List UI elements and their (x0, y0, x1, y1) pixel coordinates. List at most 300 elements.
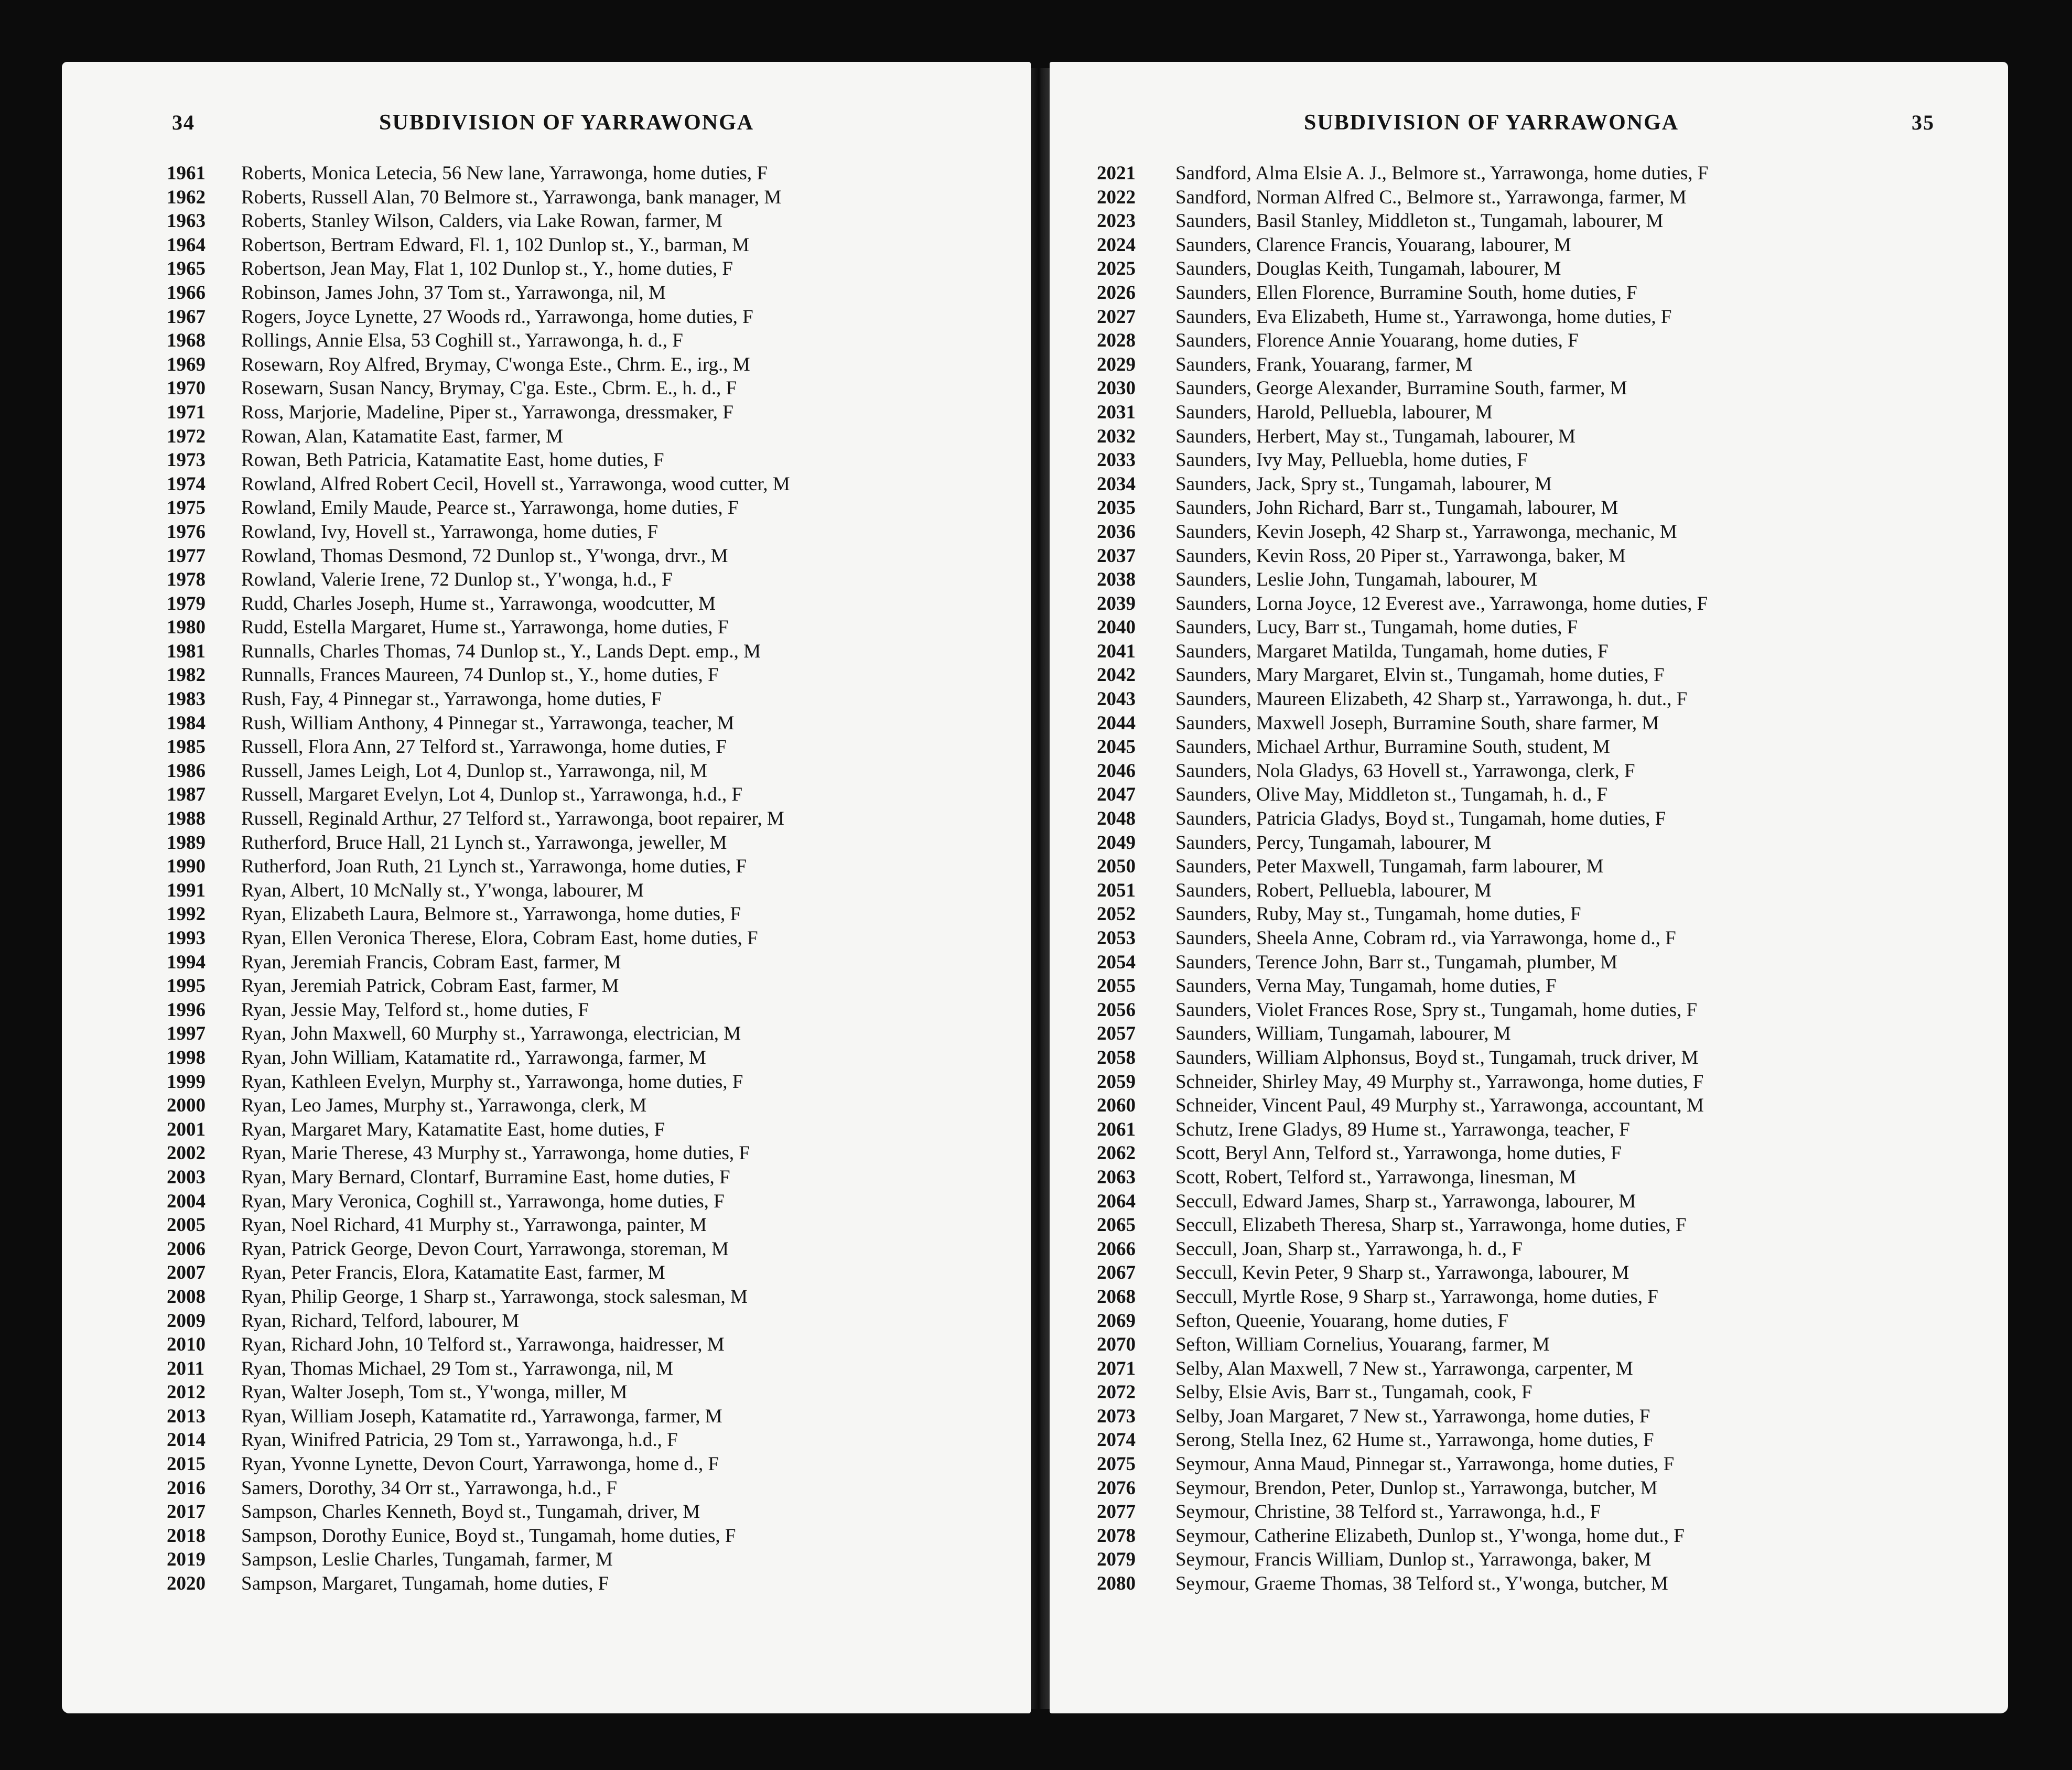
entry-text: Saunders, Violet Frances Rose, Spry st., Tungamah, home duties, F (1175, 999, 1698, 1021)
entry-number: 2070 (1097, 1334, 1136, 1356)
entry-text: Ryan, Kathleen Evelyn, Murphy st., Yarrawonga, home duties, F (241, 1071, 743, 1093)
entry-text: Samers, Dorothy, 34 Orr st., Yarrawonga, h.d., F (241, 1477, 617, 1499)
elector-entry (167, 831, 1027, 855)
entry-text: Saunders, Maureen Elizabeth, 42 Sharp st., Yarrawonga, h. dut., F (1175, 688, 1688, 710)
entry-number: 1962 (167, 186, 206, 208)
entry-number: 2057 (1097, 1023, 1136, 1045)
elector-entry (1097, 1022, 1999, 1046)
entry-text: Seymour, Christine, 38 Telford st., Yarrawonga, h.d., F (1175, 1501, 1601, 1523)
entry-text: Ryan, Walter Joseph, Tom st., Y'wonga, miller, M (241, 1382, 628, 1404)
entry-text: Saunders, Terence John, Barr st., Tungamah, plumber, M (1175, 951, 1618, 973)
entry-text: Saunders, William, Tungamah, labourer, M (1175, 1023, 1511, 1045)
entry-text: Saunders, Mary Margaret, Elvin st., Tungamah, home duties, F (1175, 664, 1665, 686)
elector-entry (1097, 209, 1999, 233)
entry-number: 1972 (167, 425, 206, 447)
elector-entry (1097, 592, 1999, 616)
entry-number: 2054 (1097, 951, 1136, 973)
entry-text: Rowland, Valerie Irene, 72 Dunlop st., Y'wonga, h.d., F (241, 569, 673, 591)
elector-entry (167, 186, 1027, 210)
elector-entry (167, 807, 1027, 831)
elector-entry (167, 663, 1027, 687)
entry-number: 1968 (167, 330, 206, 352)
elector-entry (167, 520, 1027, 544)
entry-text: Saunders, Douglas Keith, Tungamah, labourer, M (1175, 258, 1561, 280)
entry-text: Russell, Margaret Evelyn, Lot 4, Dunlop st., Yarrawonga, h.d., F (241, 784, 743, 806)
entry-number: 1991 (167, 879, 206, 901)
entry-number: 1969 (167, 353, 206, 375)
page-header (62, 110, 1031, 147)
entry-number: 2008 (167, 1286, 206, 1308)
entry-text: Seymour, Graeme Thomas, 38 Telford st., Y'wonga, butcher, M (1175, 1573, 1668, 1595)
elector-entry (1097, 305, 1999, 329)
elector-entry (1097, 879, 1999, 903)
entry-number: 2046 (1097, 760, 1136, 782)
elector-entry (1097, 1548, 1999, 1572)
elector-entry (1097, 1452, 1999, 1476)
elector-entry (1097, 496, 1999, 520)
entry-text: Saunders, Ruby, May st., Tungamah, home duties, F (1175, 903, 1581, 925)
entry-text: Saunders, Kevin Joseph, 42 Sharp st., Yarrawonga, mechanic, M (1175, 521, 1677, 543)
elector-entry (167, 305, 1027, 329)
entry-text: Sampson, Dorothy Eunice, Boyd st., Tungamah, home duties, F (241, 1525, 736, 1547)
elector-entry (167, 1548, 1027, 1572)
entry-text: Ryan, Patrick George, Devon Court, Yarrawonga, storeman, M (241, 1238, 729, 1260)
entry-text: Rosewarn, Roy Alfred, Brymay, C'wonga Este., Chrm. E., irg., M (241, 353, 750, 375)
entry-number: 1985 (167, 736, 206, 758)
entry-text: Roberts, Stanley Wilson, Calders, via Lake Rowan, farmer, M (241, 210, 723, 232)
entry-number: 1975 (167, 497, 206, 519)
entry-number: 2032 (1097, 425, 1136, 447)
entry-number: 2058 (1097, 1046, 1136, 1069)
entry-number: 2024 (1097, 234, 1136, 256)
left-page (62, 62, 1031, 1713)
elector-entry (1097, 1572, 1999, 1596)
entry-number: 1997 (167, 1023, 206, 1045)
entry-text: Rowland, Ivy, Hovell st., Yarrawonga, home duties, F (241, 521, 659, 543)
entry-number: 2010 (167, 1334, 206, 1356)
entry-text: Russell, Reginald Arthur, 27 Telford st., Yarrawonga, boot repairer, M (241, 808, 784, 830)
elector-entry (1097, 544, 1999, 568)
elector-entry (1097, 663, 1999, 687)
entry-number: 1998 (167, 1046, 206, 1069)
elector-entry (1097, 1070, 1999, 1094)
entry-number: 2022 (1097, 186, 1136, 208)
entry-number: 1986 (167, 760, 206, 782)
entry-number: 2073 (1097, 1405, 1136, 1427)
elector-entry (167, 329, 1027, 353)
elector-entry (167, 401, 1027, 425)
elector-entry (167, 544, 1027, 568)
entry-text: Saunders, Ellen Florence, Burramine South, home duties, F (1175, 282, 1637, 304)
entry-text: Saunders, Lucy, Barr st., Tungamah, home duties, F (1175, 617, 1578, 639)
entry-text: Ryan, Yvonne Lynette, Devon Court, Yarrawonga, home d., F (241, 1453, 719, 1475)
entry-number: 2020 (167, 1573, 206, 1595)
entry-text: Sampson, Leslie Charles, Tungamah, farmer, M (241, 1549, 613, 1571)
elector-entry (167, 1333, 1027, 1357)
entry-text: Ryan, Margaret Mary, Katamatite East, home duties, F (241, 1118, 665, 1140)
entry-text: Saunders, Eva Elizabeth, Hume st., Yarrawonga, home duties, F (1175, 306, 1672, 328)
elector-entry (1097, 616, 1999, 640)
entry-text: Ryan, Marie Therese, 43 Murphy st., Yarrawonga, home duties, F (241, 1142, 750, 1164)
elector-entry (167, 1094, 1027, 1118)
entry-number: 1973 (167, 449, 206, 471)
entry-text: Ryan, Mary Veronica, Coghill st., Yarrawonga, home duties, F (241, 1190, 725, 1212)
elector-entry (1097, 855, 1999, 879)
entry-text: Ryan, Leo James, Murphy st., Yarrawonga, clerk, M (241, 1095, 647, 1117)
entry-text: Runnalls, Charles Thomas, 74 Dunlop st., Y., Lands Dept. emp., M (241, 640, 761, 662)
entry-number: 1984 (167, 712, 206, 734)
entry-text: Schutz, Irene Gladys, 89 Hume st., Yarrawonga, teacher, F (1175, 1118, 1630, 1140)
elector-entry (167, 1357, 1027, 1381)
elector-entry (1097, 687, 1999, 711)
entry-number: 2003 (167, 1166, 206, 1188)
entry-text: Sampson, Charles Kenneth, Boyd st., Tungamah, driver, M (241, 1501, 700, 1523)
entry-text: Ryan, William Joseph, Katamatite rd., Yarrawonga, farmer, M (241, 1405, 722, 1427)
entry-number: 2037 (1097, 545, 1136, 567)
entry-number: 2031 (1097, 401, 1136, 423)
entry-text: Seccull, Edward James, Sharp st., Yarrawonga, labourer, M (1175, 1190, 1636, 1212)
entry-text: Rush, Fay, 4 Pinnegar st., Yarrawonga, home duties, F (241, 688, 662, 710)
entry-text: Ryan, Mary Bernard, Clontarf, Burramine East, home duties, F (241, 1166, 730, 1188)
entry-text: Rutherford, Joan Ruth, 21 Lynch st., Yarrawonga, home duties, F (241, 856, 747, 878)
entry-text: Saunders, Verna May, Tungamah, home duties, F (1175, 975, 1557, 997)
entry-text: Scott, Beryl Ann, Telford st., Yarrawonga, home duties, F (1175, 1142, 1622, 1164)
entry-number: 2074 (1097, 1429, 1136, 1451)
elector-entry (167, 281, 1027, 305)
elector-entry (1097, 1428, 1999, 1452)
entry-number: 2028 (1097, 330, 1136, 352)
entry-number: 1963 (167, 210, 206, 232)
entry-number: 2053 (1097, 927, 1136, 949)
entry-number: 2056 (1097, 999, 1136, 1021)
elector-entry (1097, 759, 1999, 783)
entry-number: 2011 (167, 1357, 204, 1379)
entry-number: 2039 (1097, 592, 1136, 614)
elector-entry (167, 1213, 1027, 1237)
elector-entry (1097, 353, 1999, 377)
entry-number: 2006 (167, 1238, 206, 1260)
entry-text: Seymour, Anna Maud, Pinnegar st., Yarrawonga, home duties, F (1175, 1453, 1675, 1475)
entry-number: 1992 (167, 903, 206, 925)
elector-entry (1097, 951, 1999, 975)
elector-entry (167, 759, 1027, 783)
entry-number: 2062 (1097, 1142, 1136, 1164)
entry-number: 2047 (1097, 784, 1136, 806)
elector-entry (167, 998, 1027, 1022)
entry-text: Saunders, Olive May, Middleton st., Tungamah, h. d., F (1175, 784, 1607, 806)
entry-number: 2078 (1097, 1525, 1136, 1547)
entry-text: Ryan, John Maxwell, 60 Murphy st., Yarrawonga, electrician, M (241, 1023, 741, 1045)
elector-entry (1097, 161, 1999, 186)
elector-entry (1097, 281, 1999, 305)
elector-entry (167, 640, 1027, 664)
elector-entry (1097, 1357, 1999, 1381)
entry-number: 2001 (167, 1118, 206, 1140)
elector-entry (167, 1476, 1027, 1501)
entry-number: 2055 (1097, 975, 1136, 997)
entry-number: 2018 (167, 1525, 206, 1547)
elector-list (1097, 161, 1999, 1596)
entry-number: 1970 (167, 377, 206, 400)
elector-entry (167, 1285, 1027, 1309)
entry-number: 1989 (167, 832, 206, 854)
entry-text: Ryan, Noel Richard, 41 Murphy st., Yarrawonga, painter, M (241, 1214, 707, 1236)
entry-number: 2052 (1097, 903, 1136, 925)
entry-text: Russell, Flora Ann, 27 Telford st., Yarrawonga, home duties, F (241, 736, 727, 758)
entry-text: Seymour, Brendon, Peter, Dunlop st., Yarrawonga, butcher, M (1175, 1477, 1658, 1499)
elector-entry (167, 1190, 1027, 1214)
entry-text: Rowan, Alan, Katamatite East, farmer, M (241, 425, 563, 447)
entry-text: Saunders, William Alphonsus, Boyd st., Tungamah, truck driver, M (1175, 1046, 1699, 1069)
elector-entry (1097, 926, 1999, 951)
entry-text: Sampson, Margaret, Tungamah, home duties, F (241, 1573, 609, 1595)
entry-text: Rush, William Anthony, 4 Pinnegar st., Yarrawonga, teacher, M (241, 712, 735, 734)
entry-text: Runnalls, Frances Maureen, 74 Dunlop st., Y., home duties, F (241, 664, 719, 686)
entry-number: 2069 (1097, 1310, 1136, 1332)
entry-text: Rowland, Thomas Desmond, 72 Dunlop st., Y'wonga, drvr., M (241, 545, 728, 567)
entry-text: Sandford, Alma Elsie A. J., Belmore st., Yarrawonga, home duties, F (1175, 163, 1709, 184)
elector-entry (1097, 1380, 1999, 1405)
entry-number: 2016 (167, 1477, 206, 1499)
elector-entry (167, 951, 1027, 975)
entry-number: 1978 (167, 569, 206, 591)
entry-text: Ryan, Richard John, 10 Telford st., Yarrawonga, haidresser, M (241, 1334, 725, 1356)
entry-text: Saunders, Ivy May, Pelluebla, home duties, F (1175, 449, 1528, 471)
entry-number: 2075 (1097, 1453, 1136, 1475)
elector-entry (167, 1022, 1027, 1046)
entry-number: 1981 (167, 640, 206, 662)
elector-entry (1097, 1285, 1999, 1309)
entry-text: Saunders, Herbert, May st., Tungamah, labourer, M (1175, 425, 1576, 447)
elector-entry (1097, 1094, 1999, 1118)
entry-text: Ryan, Jeremiah Francis, Cobram East, farmer, M (241, 951, 621, 973)
entry-number: 2015 (167, 1453, 206, 1475)
elector-entry (1097, 520, 1999, 544)
elector-entry (167, 1046, 1027, 1070)
entry-number: 2061 (1097, 1118, 1136, 1140)
entry-text: Ryan, Jeremiah Patrick, Cobram East, farmer, M (241, 975, 619, 997)
elector-entry (1097, 711, 1999, 736)
elector-entry (167, 1118, 1027, 1142)
entry-number: 2050 (1097, 856, 1136, 878)
elector-entry (167, 1141, 1027, 1165)
entry-text: Ryan, Philip George, 1 Sharp st., Yarrawonga, stock salesman, M (241, 1286, 748, 1308)
entry-number: 2038 (1097, 569, 1136, 591)
entry-number: 2072 (1097, 1382, 1136, 1404)
entry-text: Saunders, Michael Arthur, Burramine South, student, M (1175, 736, 1610, 758)
entry-number: 2034 (1097, 473, 1136, 495)
entry-text: Robinson, James John, 37 Tom st., Yarrawonga, nil, M (241, 282, 666, 304)
entry-text: Seymour, Catherine Elizabeth, Dunlop st., Y'wonga, home dut., F (1175, 1525, 1685, 1547)
entry-number: 2077 (1097, 1501, 1136, 1523)
entry-text: Seccull, Myrtle Rose, 9 Sharp st., Yarrawonga, home duties, F (1175, 1286, 1658, 1308)
entry-text: Ryan, Peter Francis, Elora, Katamatite East, farmer, M (241, 1262, 665, 1284)
entry-number: 1990 (167, 856, 206, 878)
elector-entry (1097, 425, 1999, 449)
elector-entry (167, 855, 1027, 879)
elector-entry (167, 1070, 1027, 1094)
entry-text: Saunders, Peter Maxwell, Tungamah, farm labourer, M (1175, 856, 1604, 878)
entry-number: 2067 (1097, 1262, 1136, 1284)
entry-text: Saunders, Lorna Joyce, 12 Everest ave., Yarrawonga, home duties, F (1175, 592, 1708, 614)
entry-text: Seccull, Kevin Peter, 9 Sharp st., Yarrawonga, labourer, M (1175, 1262, 1629, 1284)
entry-text: Seymour, Francis William, Dunlop st., Yarrawonga, baker, M (1175, 1549, 1652, 1571)
entry-text: Saunders, John Richard, Barr st., Tungamah, labourer, M (1175, 497, 1618, 519)
elector-entry (1097, 568, 1999, 592)
entry-text: Sandford, Norman Alfred C., Belmore st., Yarrawonga, farmer, M (1175, 186, 1687, 208)
elector-list (167, 161, 1027, 1596)
entry-number: 2064 (1097, 1190, 1136, 1212)
entry-text: Saunders, Basil Stanley, Middleton st., Tungamah, labourer, M (1175, 210, 1664, 232)
entry-text: Saunders, Nola Gladys, 63 Hovell st., Yarrawonga, clerk, F (1175, 760, 1635, 782)
entry-number: 2049 (1097, 832, 1136, 854)
entry-text: Schneider, Shirley May, 49 Murphy st., Yarrawonga, home duties, F (1175, 1071, 1704, 1093)
elector-entry (1097, 1213, 1999, 1237)
entry-text: Russell, James Leigh, Lot 4, Dunlop st., Yarrawonga, nil, M (241, 760, 707, 782)
entry-text: Saunders, Frank, Youarang, farmer, M (1175, 353, 1473, 375)
entry-number: 2040 (1097, 617, 1136, 639)
elector-entry (167, 233, 1027, 257)
entry-number: 2017 (167, 1501, 206, 1523)
entry-text: Selby, Alan Maxwell, 7 New st., Yarrawonga, carpenter, M (1175, 1357, 1633, 1379)
elector-entry (1097, 186, 1999, 210)
elector-entry (167, 879, 1027, 903)
elector-entry (167, 1452, 1027, 1476)
elector-entry (1097, 735, 1999, 759)
elector-entry (167, 1500, 1027, 1524)
entry-text: Robertson, Jean May, Flat 1, 102 Dunlop st., Y., home duties, F (241, 258, 733, 280)
elector-entry (167, 1309, 1027, 1333)
elector-entry (1097, 1309, 1999, 1333)
entry-text: Saunders, Margaret Matilda, Tungamah, home duties, F (1175, 640, 1609, 662)
entry-text: Selby, Joan Margaret, 7 New st., Yarrawonga, home duties, F (1175, 1405, 1650, 1427)
elector-entry (167, 353, 1027, 377)
entry-text: Saunders, Patricia Gladys, Boyd st., Tungamah, home duties, F (1175, 808, 1666, 830)
entry-number: 2026 (1097, 282, 1136, 304)
entry-number: 2012 (167, 1382, 206, 1404)
elector-entry (167, 448, 1027, 472)
elector-entry (1097, 1237, 1999, 1261)
elector-entry (1097, 1524, 1999, 1548)
entry-number: 2004 (167, 1190, 206, 1212)
entry-number: 1994 (167, 951, 206, 973)
elector-entry (167, 1165, 1027, 1190)
entry-number: 1961 (167, 163, 206, 184)
entry-text: Ryan, Richard, Telford, labourer, M (241, 1310, 520, 1332)
elector-entry (1097, 401, 1999, 425)
entry-number: 2065 (1097, 1214, 1136, 1236)
elector-entry (1097, 1500, 1999, 1524)
elector-entry (1097, 1476, 1999, 1501)
entry-text: Roberts, Monica Letecia, 56 New lane, Yarrawonga, home duties, F (241, 163, 768, 184)
entry-number: 2068 (1097, 1286, 1136, 1308)
entry-number: 2007 (167, 1262, 206, 1284)
entry-text: Ross, Marjorie, Madeline, Piper st., Yarrawonga, dressmaker, F (241, 401, 733, 423)
page-number: 35 (1912, 111, 1935, 134)
entry-text: Ryan, Albert, 10 McNally st., Y'wonga, labourer, M (241, 879, 644, 901)
elector-entry (167, 974, 1027, 998)
entry-number: 2014 (167, 1429, 206, 1451)
page-header (1050, 110, 2008, 147)
elector-entry (167, 1524, 1027, 1548)
entry-number: 1979 (167, 592, 206, 614)
entry-text: Ryan, Thomas Michael, 29 Tom st., Yarrawonga, nil, M (241, 1357, 673, 1379)
entry-number: 2043 (1097, 688, 1136, 710)
entry-number: 2019 (167, 1549, 206, 1571)
entry-number: 2035 (1097, 497, 1136, 519)
elector-entry (1097, 1405, 1999, 1429)
elector-entry (167, 376, 1027, 401)
entry-text: Serong, Stella Inez, 62 Hume st., Yarrawonga, home duties, F (1175, 1429, 1654, 1451)
entry-number: 1983 (167, 688, 206, 710)
entry-text: Rutherford, Bruce Hall, 21 Lynch st., Yarrawonga, jeweller, M (241, 832, 727, 854)
entry-number: 2025 (1097, 258, 1136, 280)
entry-number: 2051 (1097, 879, 1136, 901)
entry-number: 2079 (1097, 1549, 1136, 1571)
entry-number: 2033 (1097, 449, 1136, 471)
right-page (1050, 62, 2008, 1713)
entry-number: 2027 (1097, 306, 1136, 328)
entry-number: 2041 (1097, 640, 1136, 662)
entry-number: 2071 (1097, 1357, 1136, 1379)
elector-entry (167, 161, 1027, 186)
entry-number: 1980 (167, 617, 206, 639)
entry-number: 1987 (167, 784, 206, 806)
elector-entry (1097, 1118, 1999, 1142)
elector-entry (167, 1428, 1027, 1452)
entry-number: 2023 (1097, 210, 1136, 232)
entry-number: 1999 (167, 1071, 206, 1093)
elector-entry (167, 711, 1027, 736)
entry-number: 2066 (1097, 1238, 1136, 1260)
elector-entry (167, 687, 1027, 711)
elector-entry (167, 616, 1027, 640)
running-title: SUBDIVISION OF YARRAWONGA (1304, 111, 1679, 135)
entry-text: Rollings, Annie Elsa, 53 Coghill st., Yarrawonga, h. d., F (241, 330, 683, 352)
entry-number: 1996 (167, 999, 206, 1021)
elector-entry (1097, 257, 1999, 281)
entry-number: 1965 (167, 258, 206, 280)
elector-entry (1097, 783, 1999, 807)
entry-number: 1974 (167, 473, 206, 495)
entry-text: Rowland, Alfred Robert Cecil, Hovell st., Yarrawonga, wood cutter, M (241, 473, 790, 495)
page-number: 34 (172, 111, 195, 134)
entry-number: 2045 (1097, 736, 1136, 758)
entry-text: Saunders, Percy, Tungamah, labourer, M (1175, 832, 1492, 854)
elector-entry (167, 257, 1027, 281)
elector-entry (167, 496, 1027, 520)
elector-entry (1097, 1165, 1999, 1190)
elector-entry (1097, 1046, 1999, 1070)
entry-number: 1964 (167, 234, 206, 256)
elector-entry (1097, 1141, 1999, 1165)
elector-entry (1097, 1333, 1999, 1357)
entry-number: 2044 (1097, 712, 1136, 734)
elector-entry (167, 926, 1027, 951)
elector-entry (1097, 640, 1999, 664)
entry-number: 2036 (1097, 521, 1136, 543)
entry-text: Rudd, Charles Joseph, Hume st., Yarrawonga, woodcutter, M (241, 592, 716, 614)
elector-entry (1097, 1261, 1999, 1285)
elector-entry (1097, 448, 1999, 472)
entry-text: Saunders, Robert, Pelluebla, labourer, M (1175, 879, 1492, 901)
entry-number: 1976 (167, 521, 206, 543)
elector-entry (1097, 233, 1999, 257)
entry-number: 2080 (1097, 1573, 1136, 1595)
elector-entry (167, 783, 1027, 807)
entry-number: 1982 (167, 664, 206, 686)
elector-entry (1097, 1190, 1999, 1214)
